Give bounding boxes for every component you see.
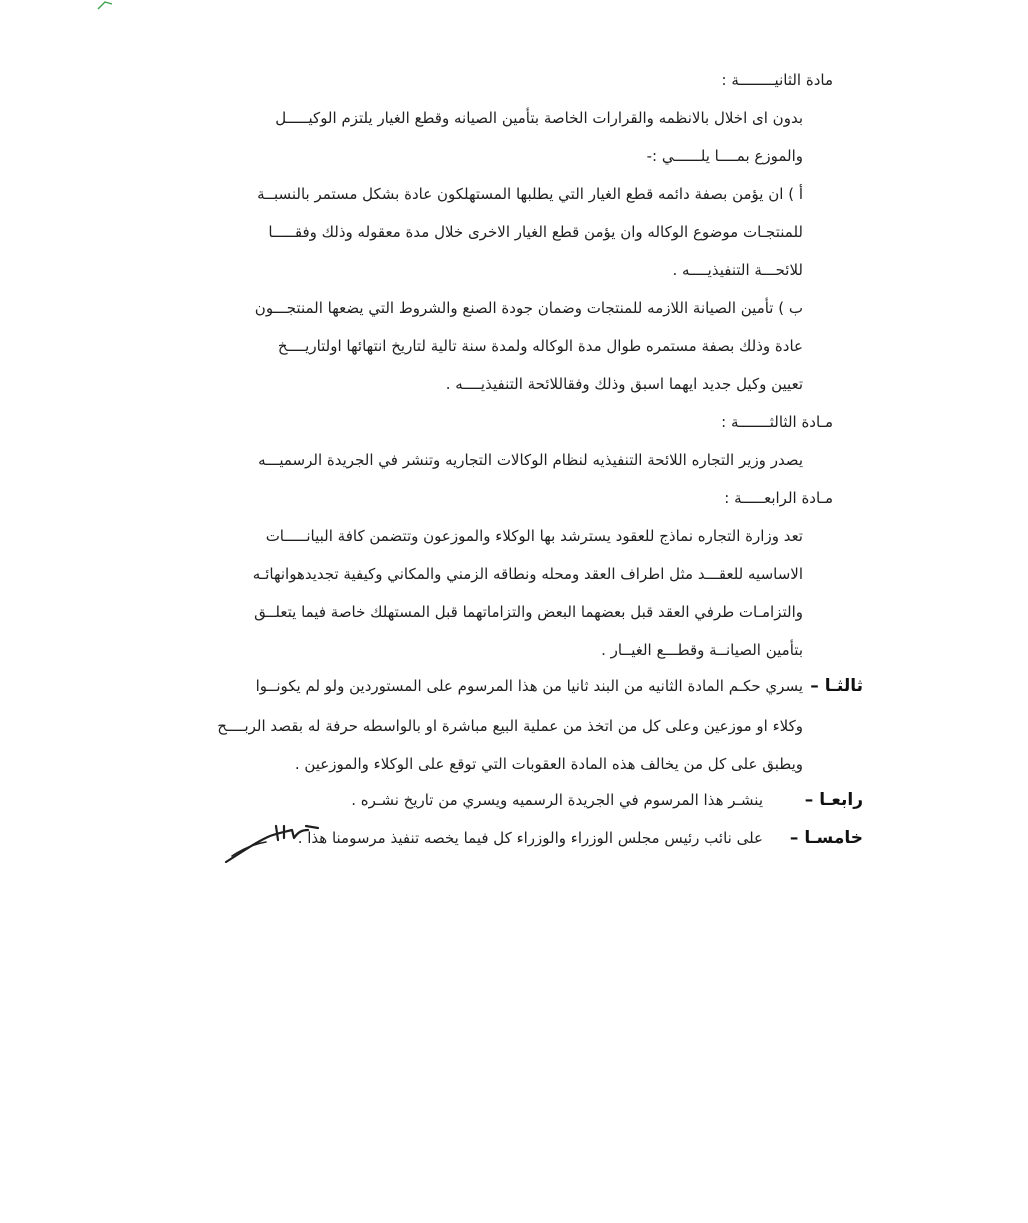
third-line: يسري حكـم المادة الثانيه من البند ثانيا من هذا المرسوم على المستوردين ولو لم يكونــوا xyxy=(255,677,803,695)
third-line: ويطبق على كل من يخالف هذه المادة العقوبات التي توقع على الوكلاء والموزعين . xyxy=(294,755,803,773)
fifth-label: خامسـا – xyxy=(789,828,863,848)
article-3-heading: مـادة الثالثـــــــة : xyxy=(721,413,833,431)
article-2-line: بدون اى اخلال بالانظمه والقرارات الخاصة بتأمين الصيانه وقطع الغيار يلتزم الوكيـــــل xyxy=(275,109,803,127)
fourth-line: ينشـر هذا المرسوم في الجريدة الرسميه ويسري من تاريخ نشـره . xyxy=(351,791,763,809)
corner-mark-icon xyxy=(96,0,114,10)
item-a-line: للمنتجـات موضوع الوكاله وان يؤمن قطع الغيار الاخرى خلال مدة معقوله وذلك وفقـــــا xyxy=(268,223,803,241)
article-4-line: الاساسيه للعقـــد مثل اطراف العقد ومحله ونطاقه الزمني والمكاني وكيفية تجديدهوانهائـه xyxy=(252,565,803,583)
article-4-heading: مـادة الرابعـــــة : xyxy=(724,489,833,507)
article-4-line: والتزامـات طرفي العقد قبل بعضهما البعض والتزاماتهما قبل المستهلك خاصة فيما يتعلــق xyxy=(254,603,803,621)
item-b-line: عادة وذلك بصفة مستمره طوال مدة الوكاله ولمدة سنة تالية لتاريخ انتهائها اولتاريــــخ xyxy=(277,337,803,355)
article-4-line: تعد وزارة التجاره نماذج للعقود يسترشد بها الوكلاء والموزعون وتتضمن كافة البيانـــــات xyxy=(265,527,803,545)
article-3-line: يصدر وزير التجاره اللائحة التنفيذيه لنظام الوكالات التجاريه وتنشر في الجريدة الرسميـــه xyxy=(258,451,803,469)
item-a-line: أ ) ان يؤمن بصفة دائمه قطع الغيار التي يطلبها المستهلكون عادة بشكل مستمر بالنسبــة xyxy=(257,185,803,203)
item-b-line: ب ) تأمين الصيانة اللازمه للمنتجات وضمان جودة الصنع والشروط التي يضعها المنتجـــون xyxy=(254,299,803,317)
article-2-heading: مادة الثانيــــــــة : xyxy=(721,71,833,89)
third-label: ثالثـا – xyxy=(810,676,863,696)
article-2-line: والموزع بمــــا يلــــــي :- xyxy=(646,147,803,165)
item-a-line: للائحـــة التنفيذيــــه . xyxy=(672,261,803,279)
fourth-label: رابعـا – xyxy=(804,790,863,810)
signature-mark xyxy=(222,818,322,868)
fifth-line: على نائب رئيس مجلس الوزراء والوزراء كل فيما يخصه تنفيذ مرسومنا هذا . xyxy=(297,829,763,847)
article-4-line: بتأمين الصيانــة وقطـــع الغيــار . xyxy=(601,641,803,659)
item-b-line: تعيين وكيل جديد ايهما اسبق وذلك وفقاللائحة التنفيذيــــه . xyxy=(445,375,803,393)
third-line: وكلاء او موزعين وعلى كل من اتخذ من عملية البيع مباشرة او بالواسطه حرفة له بقصد الربــــح xyxy=(217,717,803,735)
